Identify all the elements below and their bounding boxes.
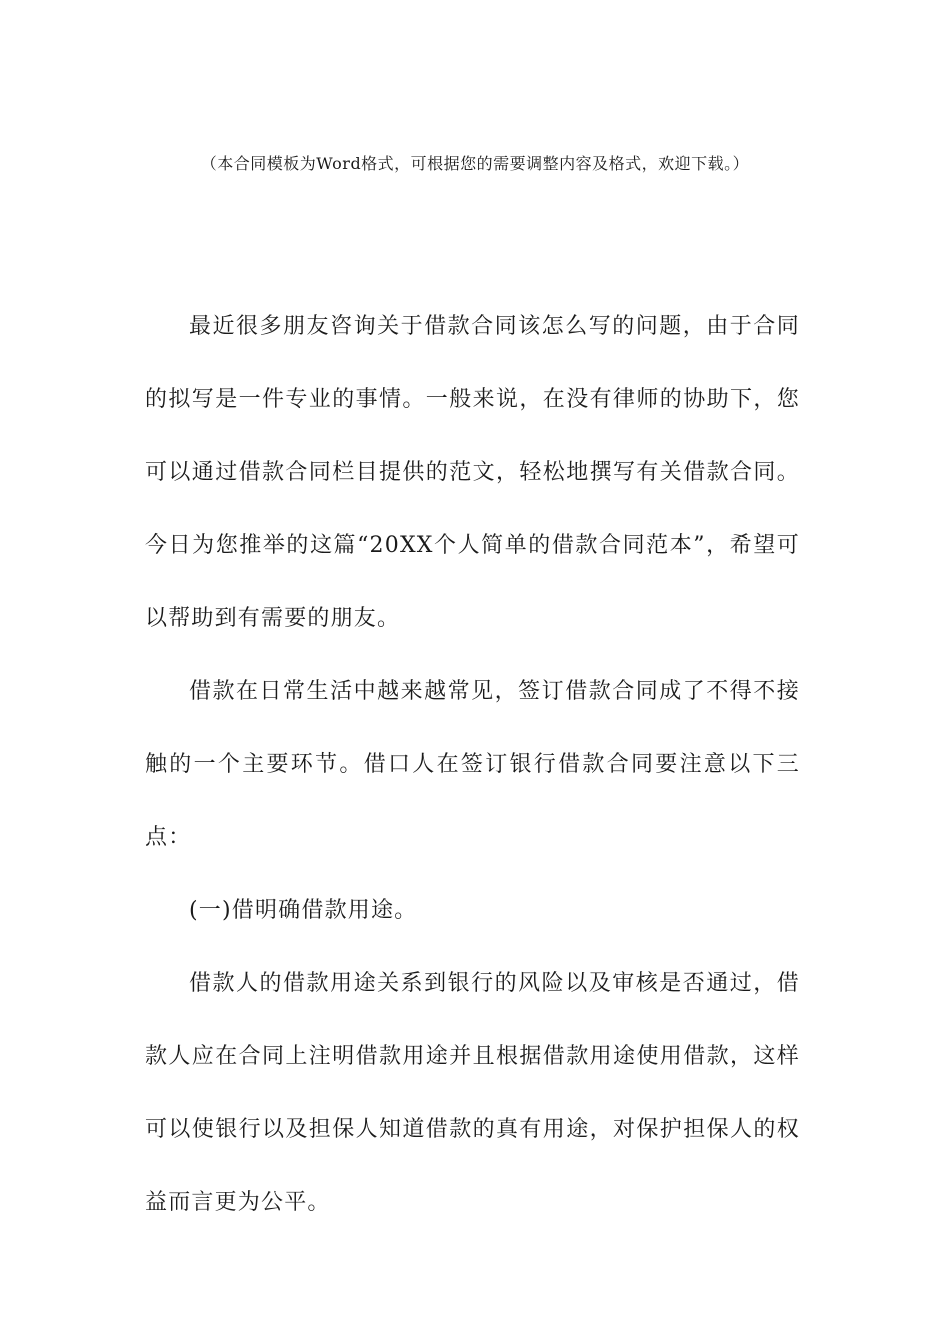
paragraph-context: 借款在日常生活中越来越常见，签订借款合同成了不得不接触的一个主要环节。借口人在签订银行借款合同要注意以下三点： xyxy=(145,679,800,850)
paragraph-point-one-heading: (一)借明确借款用途。 xyxy=(189,898,418,923)
template-note: （本合同模板为Word格式，可根据您的需要调整内容及格式，欢迎下载。） xyxy=(200,154,750,173)
paragraph-intro: 最近很多朋友咨询关于借款合同该怎么写的问题，由于合同的拟写是一件专业的事情。一般来说，在没有律师的协助下，您可以通过借款合同栏目提供的范文，轻松地撰写有关借款合同。今日为您推举的这篇“20XX个人简单的借款合同范本”，希望可以帮助到有需要的朋友。 xyxy=(145,314,800,631)
document-body xyxy=(145,290,800,1239)
paragraph-point-one-detail: 借款人的借款用途关系到银行的风险以及审核是否通过，借款人应在合同上注明借款用途并且根据借款用途使用借款，这样可以使银行以及担保人知道借款的真有用途，对保护担保人的权益而言更为公平。 xyxy=(145,971,800,1215)
